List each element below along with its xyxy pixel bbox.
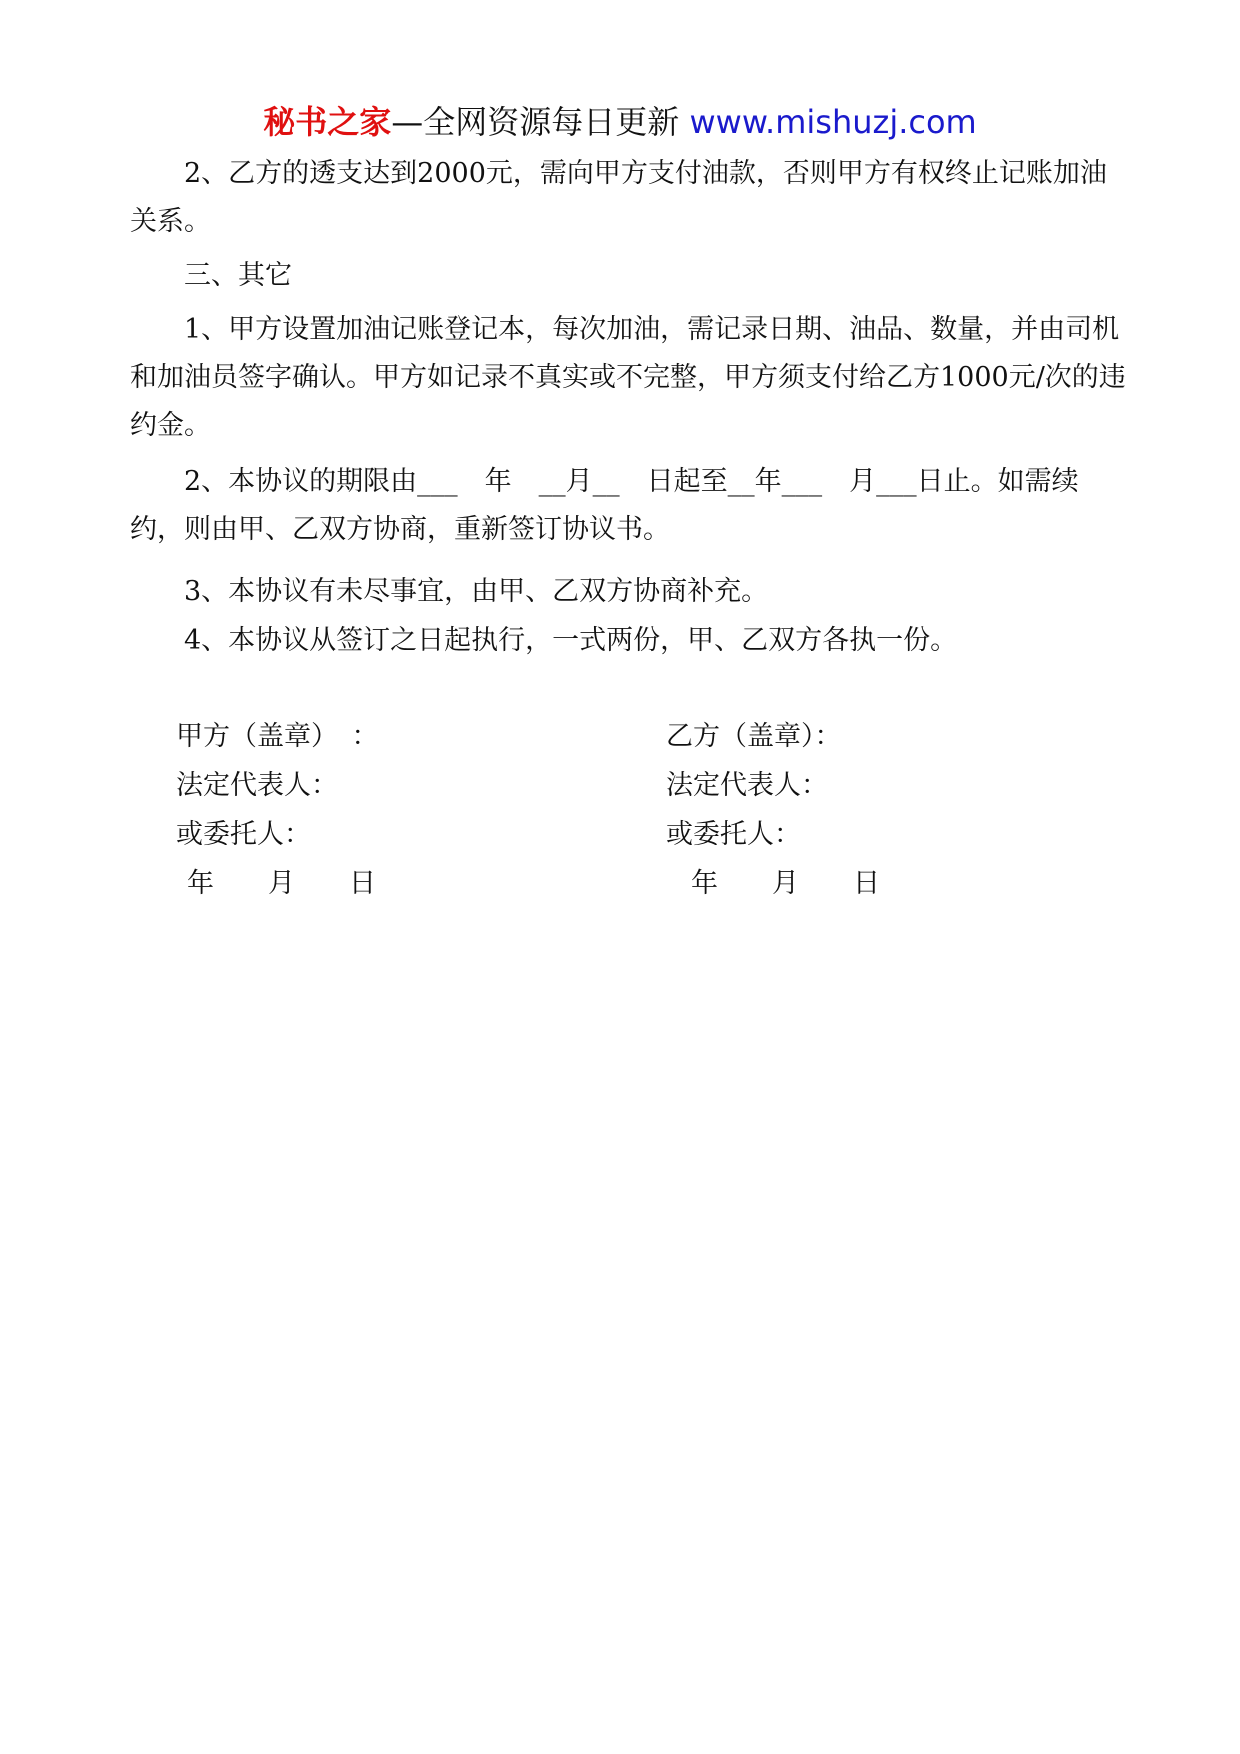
section-heading-other: 三、其它	[130, 260, 292, 291]
clause-logbook: 1、甲方设置加油记账登记本，每次加油，需记录日期、油品、数量，并由司机和加油员签字确认。甲方如记录不真实或不完整，甲方须支付给乙方1000元/次的违约金。	[130, 314, 1126, 441]
party-a-seal: 甲方（盖章） ：	[176, 721, 379, 752]
banner-brand: 秘书之家	[263, 103, 392, 141]
clause-term: 2、本协议的期限由___ 年 __月__ 日起至__年___ 月___日止。如需续约，则由甲、乙双方协商，重新签订协议书。	[130, 466, 1079, 545]
party-b-agent: 或委托人：	[666, 819, 801, 850]
party-a-legal-rep: 法定代表人：	[176, 770, 338, 801]
party-a-date: 年 月 日	[160, 868, 376, 899]
banner-tagline: —全网资源每日更新	[391, 103, 690, 141]
party-b-seal: 乙方（盖章）：	[666, 721, 842, 752]
clause-overdraft: 2、乙方的透支达到2000元，需向甲方支付油款，否则甲方有权终止记账加油关系。	[130, 158, 1107, 237]
party-b-date: 年 月 日	[664, 868, 880, 899]
site-banner	[0, 100, 1240, 144]
party-b-legal-rep: 法定代表人：	[666, 770, 828, 801]
party-a-agent: 或委托人：	[176, 819, 311, 850]
clause-effective: 4、本协议从签订之日起执行，一式两份，甲、乙双方各执一份。	[130, 625, 958, 656]
banner-url[interactable]: www.mishuzj.com	[689, 103, 977, 141]
clause-supplement: 3、本协议有未尽事宜，由甲、乙双方协商补充。	[130, 576, 769, 607]
